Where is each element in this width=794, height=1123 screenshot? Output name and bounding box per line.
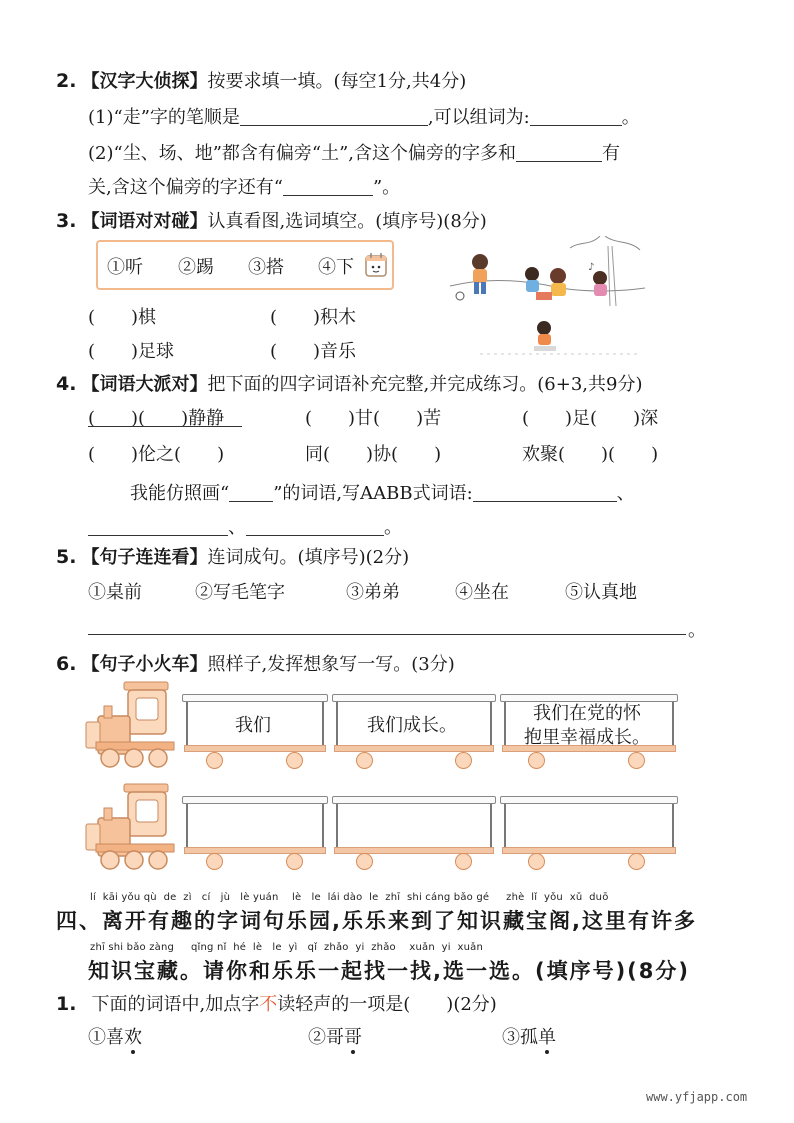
q6-instruction: 照样子,发挥想象写一写。(3分)	[207, 654, 455, 675]
wheel	[206, 853, 223, 870]
q3-option-3: ③搭	[248, 257, 284, 278]
idiom-5[interactable]: 同( )协( )	[305, 444, 442, 465]
locomotive-icon	[84, 782, 182, 874]
idiom-6[interactable]: 欢聚( )( )	[522, 444, 659, 465]
q4-imitate-rest: ”的词语,写AABB式词语:	[273, 483, 473, 504]
q3-blank-football[interactable]: ( )足球	[88, 341, 175, 362]
q4-header	[56, 370, 642, 396]
q6-title: 【句子小火车】	[81, 654, 208, 675]
wheel	[356, 853, 373, 870]
q4-imitate-prompt: 我能仿照画“	[130, 483, 230, 504]
idiom-4[interactable]: ( )伦之( )	[88, 444, 225, 465]
q5-word-2: ②写毛笔字	[195, 582, 285, 603]
q2-part2-end: ”。	[372, 177, 401, 198]
q6-header	[56, 650, 455, 676]
q4-sample-mark	[229, 489, 273, 502]
s4q1-option-1-prefix: ①喜	[88, 1027, 124, 1048]
stroke-order-blank[interactable]	[240, 107, 428, 126]
idiom-2[interactable]: ( )甘( )苦	[305, 408, 442, 429]
aabb-blank-3[interactable]	[246, 517, 384, 536]
q2-title: 【汉字大侦探】	[81, 71, 208, 92]
train2-car-3[interactable]	[504, 796, 674, 850]
section4-pinyin-1: lí kāi yǒu qù de zì cí jù lè yuán lè le lái dào le zhī shi cáng bǎo gé zhè lǐ yǒu xǔ duō	[90, 892, 609, 903]
s4q1-option-1[interactable]	[88, 1023, 142, 1049]
svg-text:♪: ♪	[588, 262, 595, 273]
section4-pinyin-2: zhī shi bǎo zàng qǐng nǐ hé lè le yì qǐ zhǎo yi zhǎo xuǎn yi xuǎn	[90, 942, 484, 953]
q3-header	[56, 207, 487, 233]
q2-part2-line2	[88, 173, 400, 199]
wheel	[286, 853, 303, 870]
q3-instruction: 认真看图,选词填空。(填序号)(8分)	[207, 211, 487, 232]
s4q1-option-2-prefix: ②哥	[308, 1027, 344, 1048]
q2-part1	[88, 103, 640, 129]
wheel	[286, 752, 303, 769]
q2-part2-cont: 关,含这个偏旁的字还有“	[88, 177, 283, 198]
q5-word-5: ⑤认真地	[565, 582, 637, 603]
q4-end: 。	[384, 517, 402, 538]
q3-blank-blocks[interactable]: ( )积木	[270, 307, 357, 328]
section4-heading-2: 知识宝藏。请你和乐乐一起找一找,选一选。(填序号)(8分)	[88, 959, 690, 983]
train1-car-3-text-2: 抱里幸福成长。	[524, 727, 650, 748]
q2-part1-end: 。	[621, 107, 640, 128]
wheel	[528, 853, 545, 870]
q3-option-1: ①听	[107, 257, 143, 278]
q4-sep: 、	[228, 517, 246, 538]
s4q1-option-2[interactable]	[308, 1023, 362, 1049]
q2-part1-mid: ,可以组词为:	[427, 107, 530, 128]
q4-comma: 、	[616, 483, 635, 504]
calendar-mascot-icon	[364, 250, 390, 278]
q3-title: 【词语对对碰】	[81, 211, 208, 232]
s4q1-option-3-dotted: 单	[538, 1027, 556, 1048]
s4q1-text-b: 读轻声的一项是( )(2分)	[277, 994, 497, 1015]
q4-title: 【词语大派对】	[81, 374, 208, 395]
q5-word-4: ④坐在	[455, 582, 509, 603]
word-blank[interactable]	[530, 107, 622, 126]
s4q1-option-3[interactable]	[502, 1023, 556, 1049]
q2-part2	[88, 139, 620, 165]
q2-header	[56, 67, 466, 93]
q2-instruction: 按要求填一填。(每空1分,共4分)	[207, 71, 467, 92]
q3-blank-chess[interactable]: ( )棋	[88, 307, 157, 328]
idiom-1[interactable]: ( )( )静静	[88, 408, 225, 429]
q4-aabb-line2	[88, 513, 402, 539]
wheel	[628, 853, 645, 870]
train2-car-1[interactable]	[186, 796, 324, 850]
s4q1-option-3-prefix: ③孤	[502, 1027, 538, 1048]
q2-part2-prompt: (2)“尘、场、地”都含有偏旁“土”,含这个偏旁的字多和	[88, 143, 517, 164]
wheel	[356, 752, 373, 769]
aabb-blank-2[interactable]	[88, 517, 228, 536]
q2-part2-mid: 有	[602, 143, 621, 164]
q5-end: 。	[688, 620, 706, 641]
train1-car-1-text: 我们	[235, 715, 271, 736]
q4-instruction: 把下面的四字词语补充完整,并完成练习。(6+3,共9分)	[207, 374, 643, 395]
kids-playing-illustration	[440, 236, 650, 360]
wheel	[206, 752, 223, 769]
aabb-blank-1[interactable]	[473, 483, 617, 502]
wheel	[628, 752, 645, 769]
s4q1-emphasis: 不	[259, 994, 278, 1015]
radical-char-blank[interactable]	[283, 177, 373, 196]
s4q1-number: 1.	[56, 993, 77, 1015]
q6-number: 6.	[56, 653, 77, 675]
q5-word-3: ③弟弟	[346, 582, 400, 603]
s4q1-option-1-dotted: 欢	[124, 1027, 142, 1048]
train1-car-3-text-1: 我们在党的怀	[533, 703, 641, 724]
s4q1-text-a: 下面的词语中,加点字	[91, 994, 260, 1015]
q5-number: 5.	[56, 546, 77, 568]
q5-answer-line[interactable]	[88, 634, 686, 635]
q2-number: 2.	[56, 70, 77, 92]
s4q1-option-2-dotted: 哥	[344, 1027, 362, 1048]
q4-imitate-line	[130, 479, 635, 505]
idiom-3[interactable]: ( )足( )深	[522, 408, 659, 429]
wheel	[455, 752, 472, 769]
idiom-1-underline	[88, 426, 242, 427]
s4q1-header	[56, 990, 497, 1016]
q5-header	[56, 543, 409, 569]
train1-car-2-text: 我们成长。	[367, 715, 457, 736]
q5-instruction: 连词成句。(填序号)(2分)	[207, 547, 410, 568]
q3-option-2: ②踢	[178, 257, 214, 278]
q5-title: 【句子连连看】	[81, 547, 208, 568]
q4-number: 4.	[56, 373, 77, 395]
wheel	[455, 853, 472, 870]
section4-heading-1: 四、离开有趣的字词句乐园,乐乐来到了知识藏宝阁,这里有许多	[56, 909, 697, 933]
q3-number: 3.	[56, 210, 77, 232]
watermark-url: www.yfjapp.com	[646, 1090, 748, 1104]
q2-part1-prompt: (1)“走”字的笔顺是	[88, 107, 240, 128]
q3-option-4: ④下	[318, 257, 354, 278]
wheel	[528, 752, 545, 769]
radical-meaning-blank[interactable]	[516, 143, 602, 162]
q5-word-1: ①桌前	[88, 582, 142, 603]
train2-car-2[interactable]	[336, 796, 492, 850]
q3-blank-music[interactable]: ( )音乐	[270, 341, 357, 362]
locomotive-icon	[84, 680, 182, 772]
